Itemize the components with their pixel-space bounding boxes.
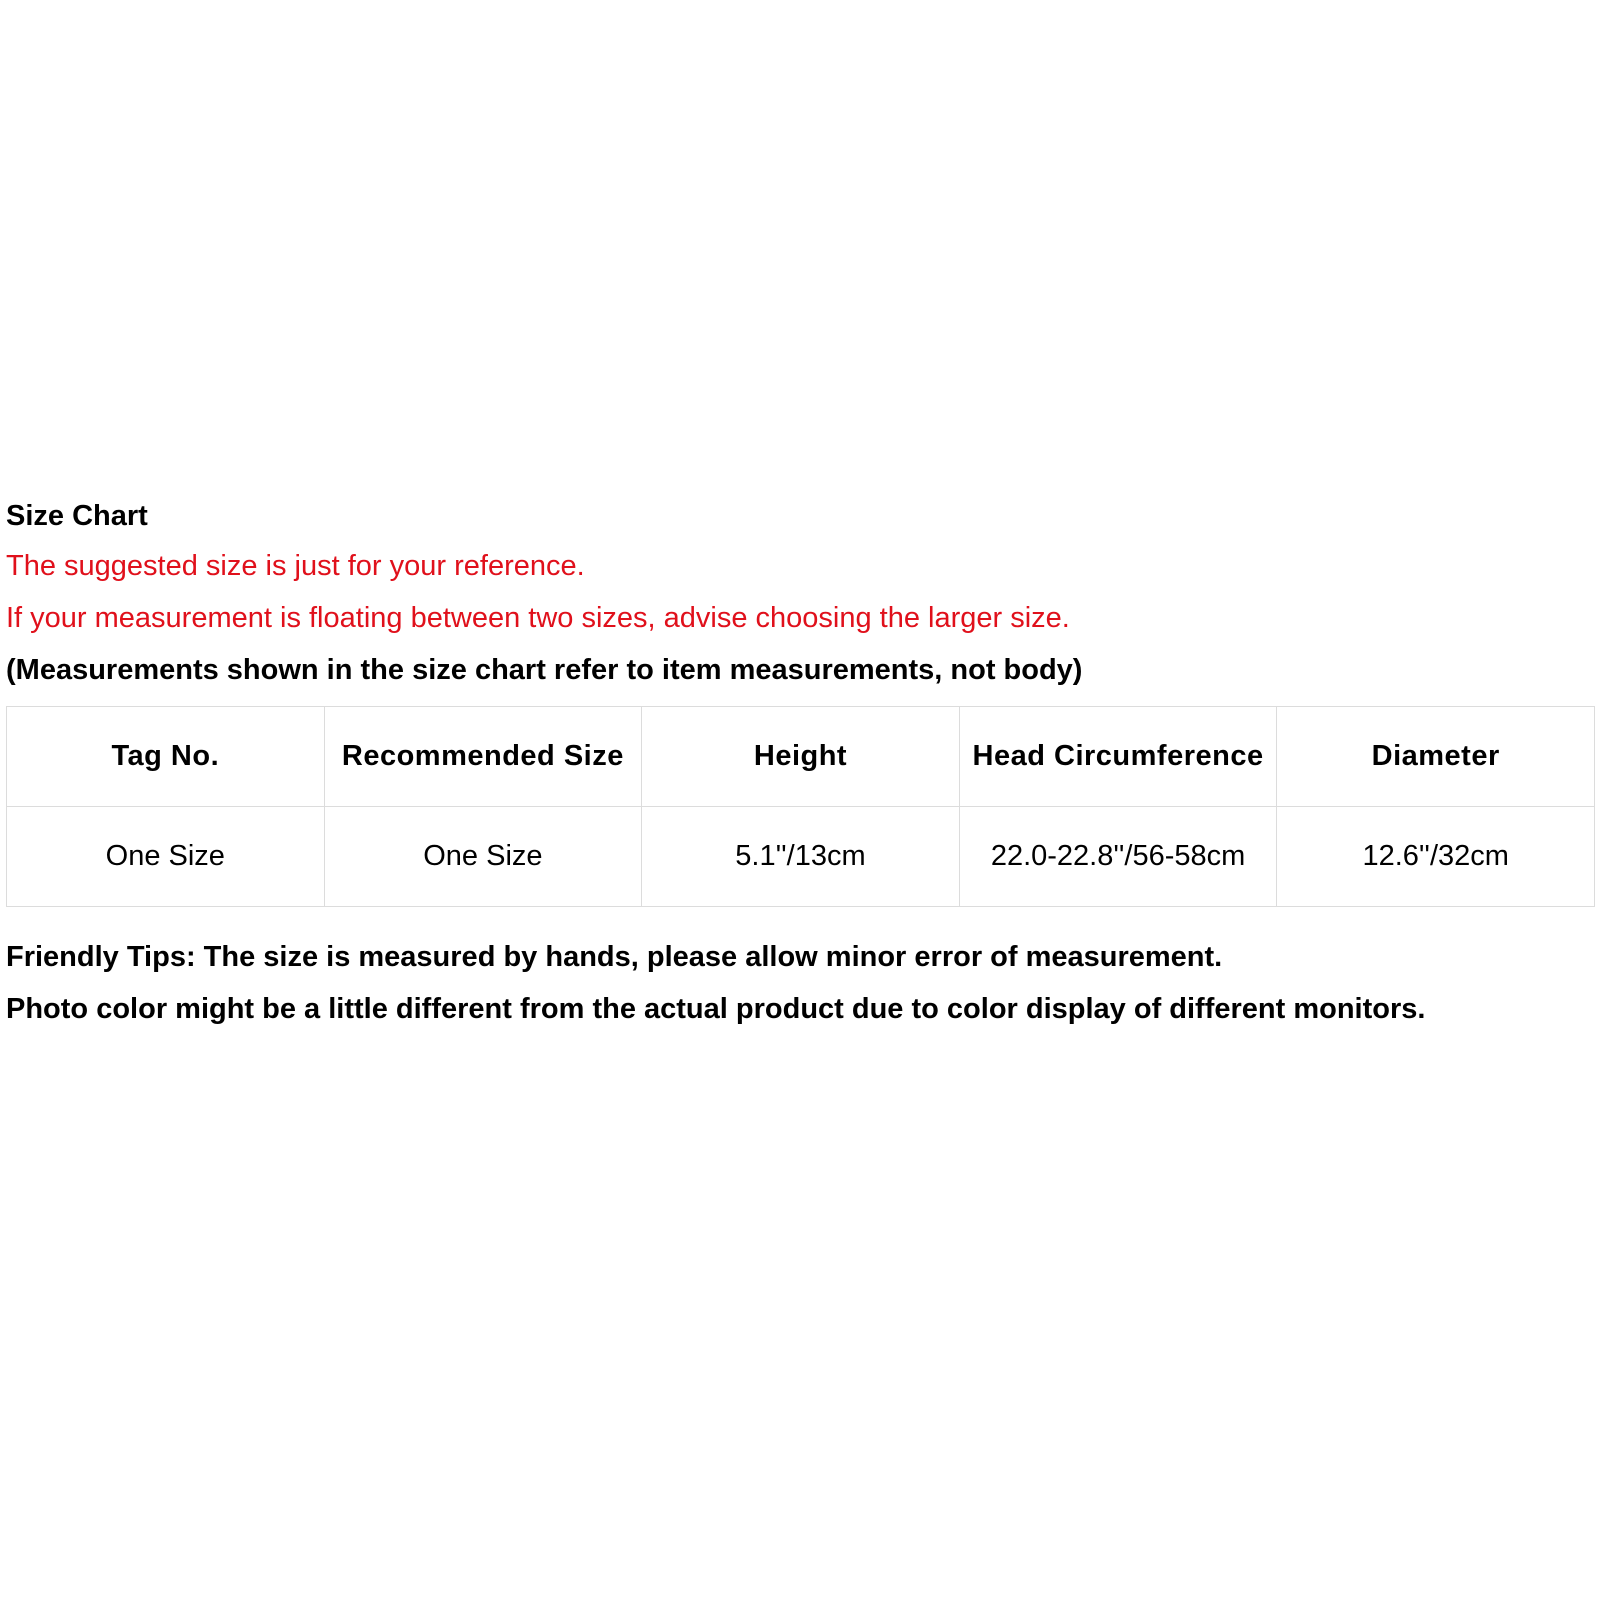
table-header-row xyxy=(7,707,1595,807)
cell-diameter: 12.6''/32cm xyxy=(1277,807,1595,907)
header-recommended-size: Recommended Size xyxy=(324,707,642,807)
size-table xyxy=(6,706,1595,907)
header-diameter: Diameter xyxy=(1277,707,1595,807)
header-head-circumference: Head Circumference xyxy=(959,707,1277,807)
cell-tag-no: One Size xyxy=(7,807,325,907)
tips-section xyxy=(6,931,1594,1035)
sizing-advice-note: If your measurement is floating between two sizes, advise choosing the larger size. xyxy=(6,602,1070,634)
friendly-tips: Friendly Tips: The size is measured by hands, please allow minor error of measurement. xyxy=(6,941,1223,973)
measurement-note: (Measurements shown in the size chart refer to item measurements, not body) xyxy=(6,654,1083,686)
cell-recommended-size: One Size xyxy=(324,807,642,907)
header-height: Height xyxy=(642,707,960,807)
size-chart-document xyxy=(6,490,1594,1035)
size-chart-title: Size Chart xyxy=(6,500,148,532)
cell-head-circumference: 22.0-22.8''/56-58cm xyxy=(959,807,1277,907)
reference-note: The suggested size is just for your reference. xyxy=(6,550,585,582)
cell-height: 5.1''/13cm xyxy=(642,807,960,907)
table-row xyxy=(7,807,1595,907)
photo-color-tip: Photo color might be a little different from the actual product due to color display of different monitors. xyxy=(6,993,1426,1025)
header-tag-no: Tag No. xyxy=(7,707,325,807)
